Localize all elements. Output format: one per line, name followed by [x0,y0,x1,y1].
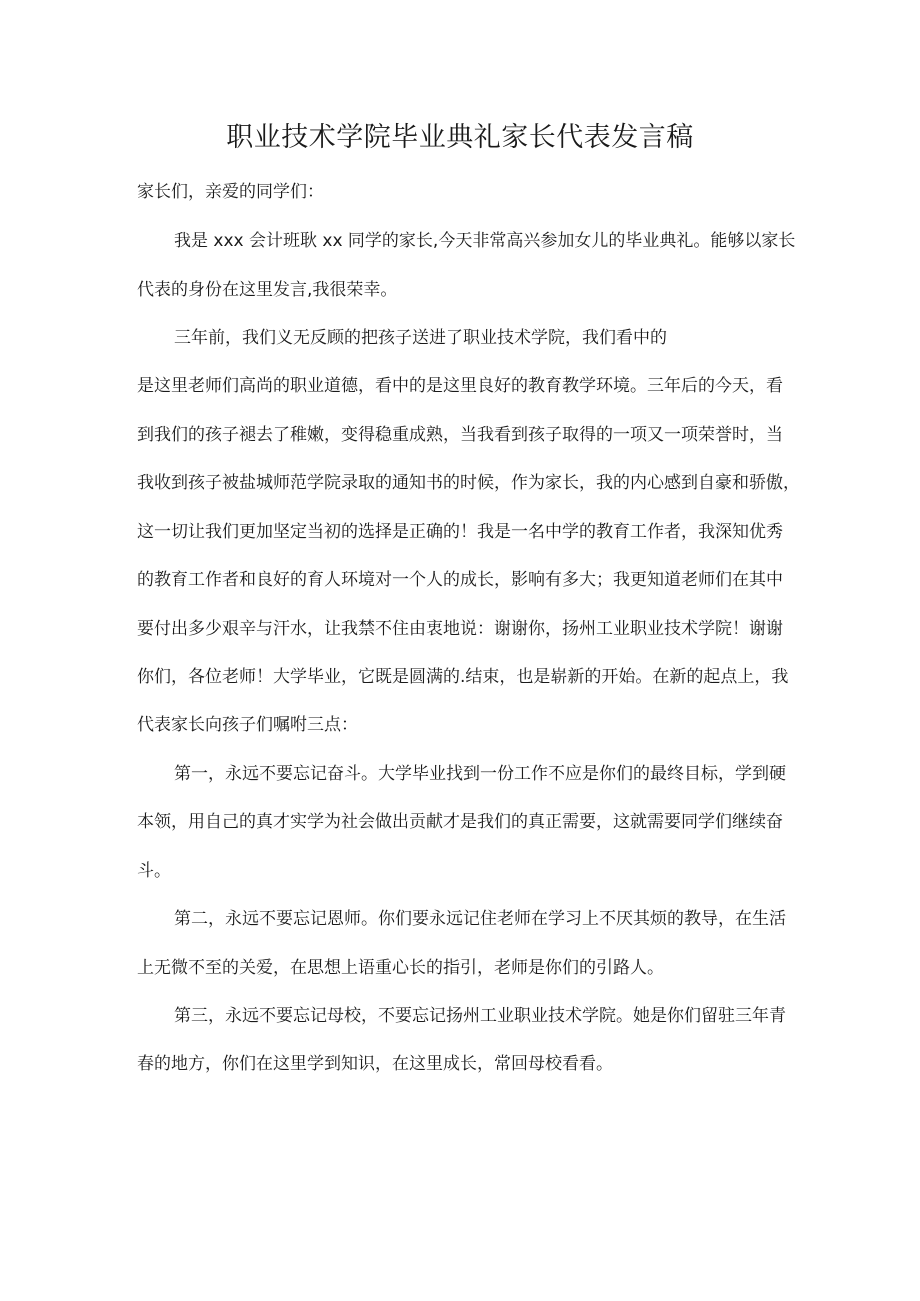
paragraph-line: 上无微不至的关爱，在思想上语重心长的指引，老师是你们的引路人。 [137,958,664,978]
salutation-line: 家长们，亲爱的同学们： [137,182,324,202]
paragraph-line: 要付出多少艰辛与汗水，让我禁不住由衷地说：谢谢你，扬州工业职业技术学院！谢谢 [137,619,783,639]
paragraph-line: 斗。 [137,861,171,881]
paragraph-line: 代表的身份在这里发言,我很荣幸。 [137,280,398,300]
paragraph-line: 本领，用自己的真才实学为社会做出贡献才是我们的真正需要，这就需要同学们继续奋 [137,812,783,832]
paragraph-line: 我是 xxx 会计班耿 xx 同学的家长,今天非常高兴参加女儿的毕业典礼。能够以家长 [174,231,796,251]
paragraph-line: 这一切让我们更加坚定当初的选择是正确的！我是一名中学的教育工作者，我深知优秀 [137,522,783,542]
paragraph-line: 是这里老师们高尚的职业道德，看中的是这里良好的教育教学环境。三年后的今天，看 [137,376,783,396]
paragraph-line: 第一，永远不要忘记奋斗。大学毕业找到一份工作不应是你们的最终目标，学到硬 [174,764,786,784]
paragraph-line: 我收到孩子被盐城师范学院录取的通知书的时候，作为家长，我的内心感到自豪和骄傲， [137,473,800,493]
paragraph-line: 代表家长向孩子们嘱咐三点： [137,715,358,735]
paragraph-line: 春的地方，你们在这里学到知识，在这里成长，常回母校看看。 [137,1054,613,1074]
paragraph-line: 到我们的孩子褪去了稚嫩，变得稳重成熟，当我看到孩子取得的一项又一项荣誉时，当 [137,425,783,445]
paragraph-line: 你们，各位老师！大学毕业，它既是圆满的.结束，也是崭新的开始。在新的起点上，我 [137,667,789,687]
paragraph-line: 第二，永远不要忘记恩师。你们要永远记住老师在学习上不厌其烦的教导，在生活 [174,909,786,929]
paragraph-line: 的教育工作者和良好的育人环境对一个人的成长，影响有多大；我更知道老师们在其中 [137,570,783,590]
paragraph-line: 三年前，我们义无反顾的把孩子送进了职业技术学院，我们看中的 [174,328,667,348]
page-title: 职业技术学院毕业典礼家长代表发言稿 [226,122,694,153]
paragraph-line: 第三，永远不要忘记母校，不要忘记扬州工业职业技术学院。她是你们留驻三年青 [174,1006,786,1026]
